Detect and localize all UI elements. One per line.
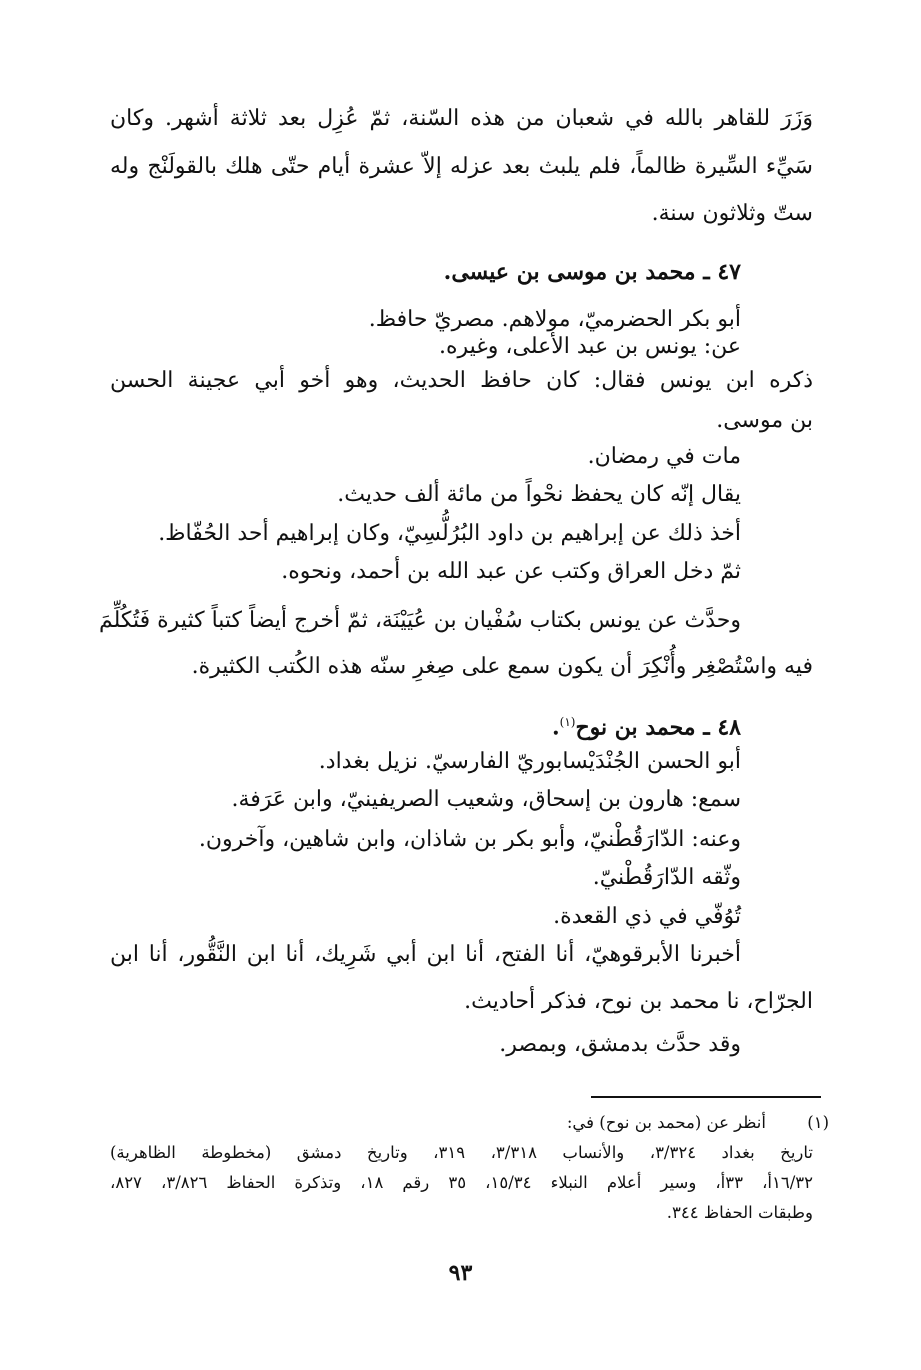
entry-47-line: ذكره ابن يونس فقال: كان حافظ الحديث، وهو أخو أبي عجينة الحسن xyxy=(110,368,813,393)
intro-line: ستّ وثلاثون سنة. xyxy=(651,201,813,226)
entry-47-line: مات في رمضان. xyxy=(587,444,741,469)
footnote-line: تاريخ بغداد ٣/٣٢٤، والأنساب ٣/٣١٨، ٣١٩، وتاريخ دمشق (مخطوطة الظاهرية) xyxy=(110,1143,814,1162)
entry-48-line: أخبرنا الأبرقوهيّ، أنا الفتح، أنا ابن أبي شَرِيك، أنا ابن النَّقُّور، أنا ابن xyxy=(110,942,741,967)
footnote-reference: (١) xyxy=(559,715,576,729)
entry-47-heading: ٤٧ ـ محمد بن موسى بن عيسى. xyxy=(443,259,741,285)
entry-48-line: تُوُفّي في ذي القعدة. xyxy=(553,904,741,929)
footnote-line: وطبقات الحفاظ ٣٤٤. xyxy=(666,1203,813,1222)
entry-48-line: الجرّاح، نا محمد بن نوح، فذكر أحاديث. xyxy=(464,989,813,1014)
entry-47-line: أبو بكر الحضرميّ، مولاهم. مصريّ حافظ. xyxy=(368,307,741,332)
footnote-line: أنظر عن (محمد بن نوح) في: xyxy=(566,1113,766,1132)
entry-47-line: ثمّ دخل العراق وكتب عن عبد الله بن أحمد، ونحوه. xyxy=(281,559,741,584)
entry-47-line: فيه واسْتُصْغِر وأُنْكِرَ أن يكون سمع على صِغرِ سنّه هذه الكُتب الكثيرة. xyxy=(191,654,813,679)
footnote-line: ١٦/٣٢أ، ٣٣أ، وسير أعلام النبلاء ١٥/٣٤، ٣٥ رقم ١٨، وتذكرة الحفاظ ٣/٨٢٦، ٨٢٧، xyxy=(110,1173,814,1192)
footnote-number: (١) xyxy=(807,1113,829,1132)
entry-48-heading-text: ٤٨ ـ محمد بن نوح xyxy=(575,714,741,741)
entry-48-heading-end: . xyxy=(551,714,560,741)
entry-48-line: وعنه: الدّارَقُطْنيّ، وأبو بكر بن شاذان، وابن شاهين، وآخرون. xyxy=(198,827,741,852)
entry-47-line: يقال إنّه كان يحفظ نحْواً من مائة ألف حديث. xyxy=(337,482,741,507)
footnote-separator xyxy=(591,1096,821,1098)
entry-48-line: وثّقه الدّارَقُطْنيّ. xyxy=(592,865,741,890)
entry-47-line: وحدَّث عن يونس بكتاب سُفْيان بن عُيَيْنَة، ثمّ أخرج أيضاً كتباً كثيرة فَتُكُلِّمَ xyxy=(98,608,741,633)
entry-48-line: سمع: هارون بن إسحاق، وشعيب الصريفينيّ، وابن عَرَفة. xyxy=(231,787,741,812)
entry-48-heading xyxy=(552,705,741,744)
entry-47-line: عن: يونس بن عبد الأعلى، وغيره. xyxy=(438,334,741,359)
intro-line: وَزَرَ للقاهر بالله في شعبان من هذه السّنة، ثمّ عُزِل بعد ثلاثة أشهر. وكان xyxy=(110,106,813,131)
entry-47-line: أخذ ذلك عن إبراهيم بن داود البُرُلُّسِيّ، وكان إبراهيم أحد الحُفّاظ. xyxy=(158,521,741,546)
entry-47-line: بن موسى. xyxy=(716,408,813,433)
entry-48-line: وقد حدَّث بدمشق، وبمصر. xyxy=(499,1032,741,1057)
intro-line: سَيِّء السِّيرة ظالماً، فلم يلبث بعد عزله إلاّ عشرة أيام حتّى هلك بالقولَنْج وله xyxy=(110,154,813,179)
entry-48-line: أبو الحسن الجُنْدَيْسابوريّ الفارسيّ. نزيل بغداد. xyxy=(318,749,741,774)
page-number: ٩٣ xyxy=(448,1260,473,1286)
